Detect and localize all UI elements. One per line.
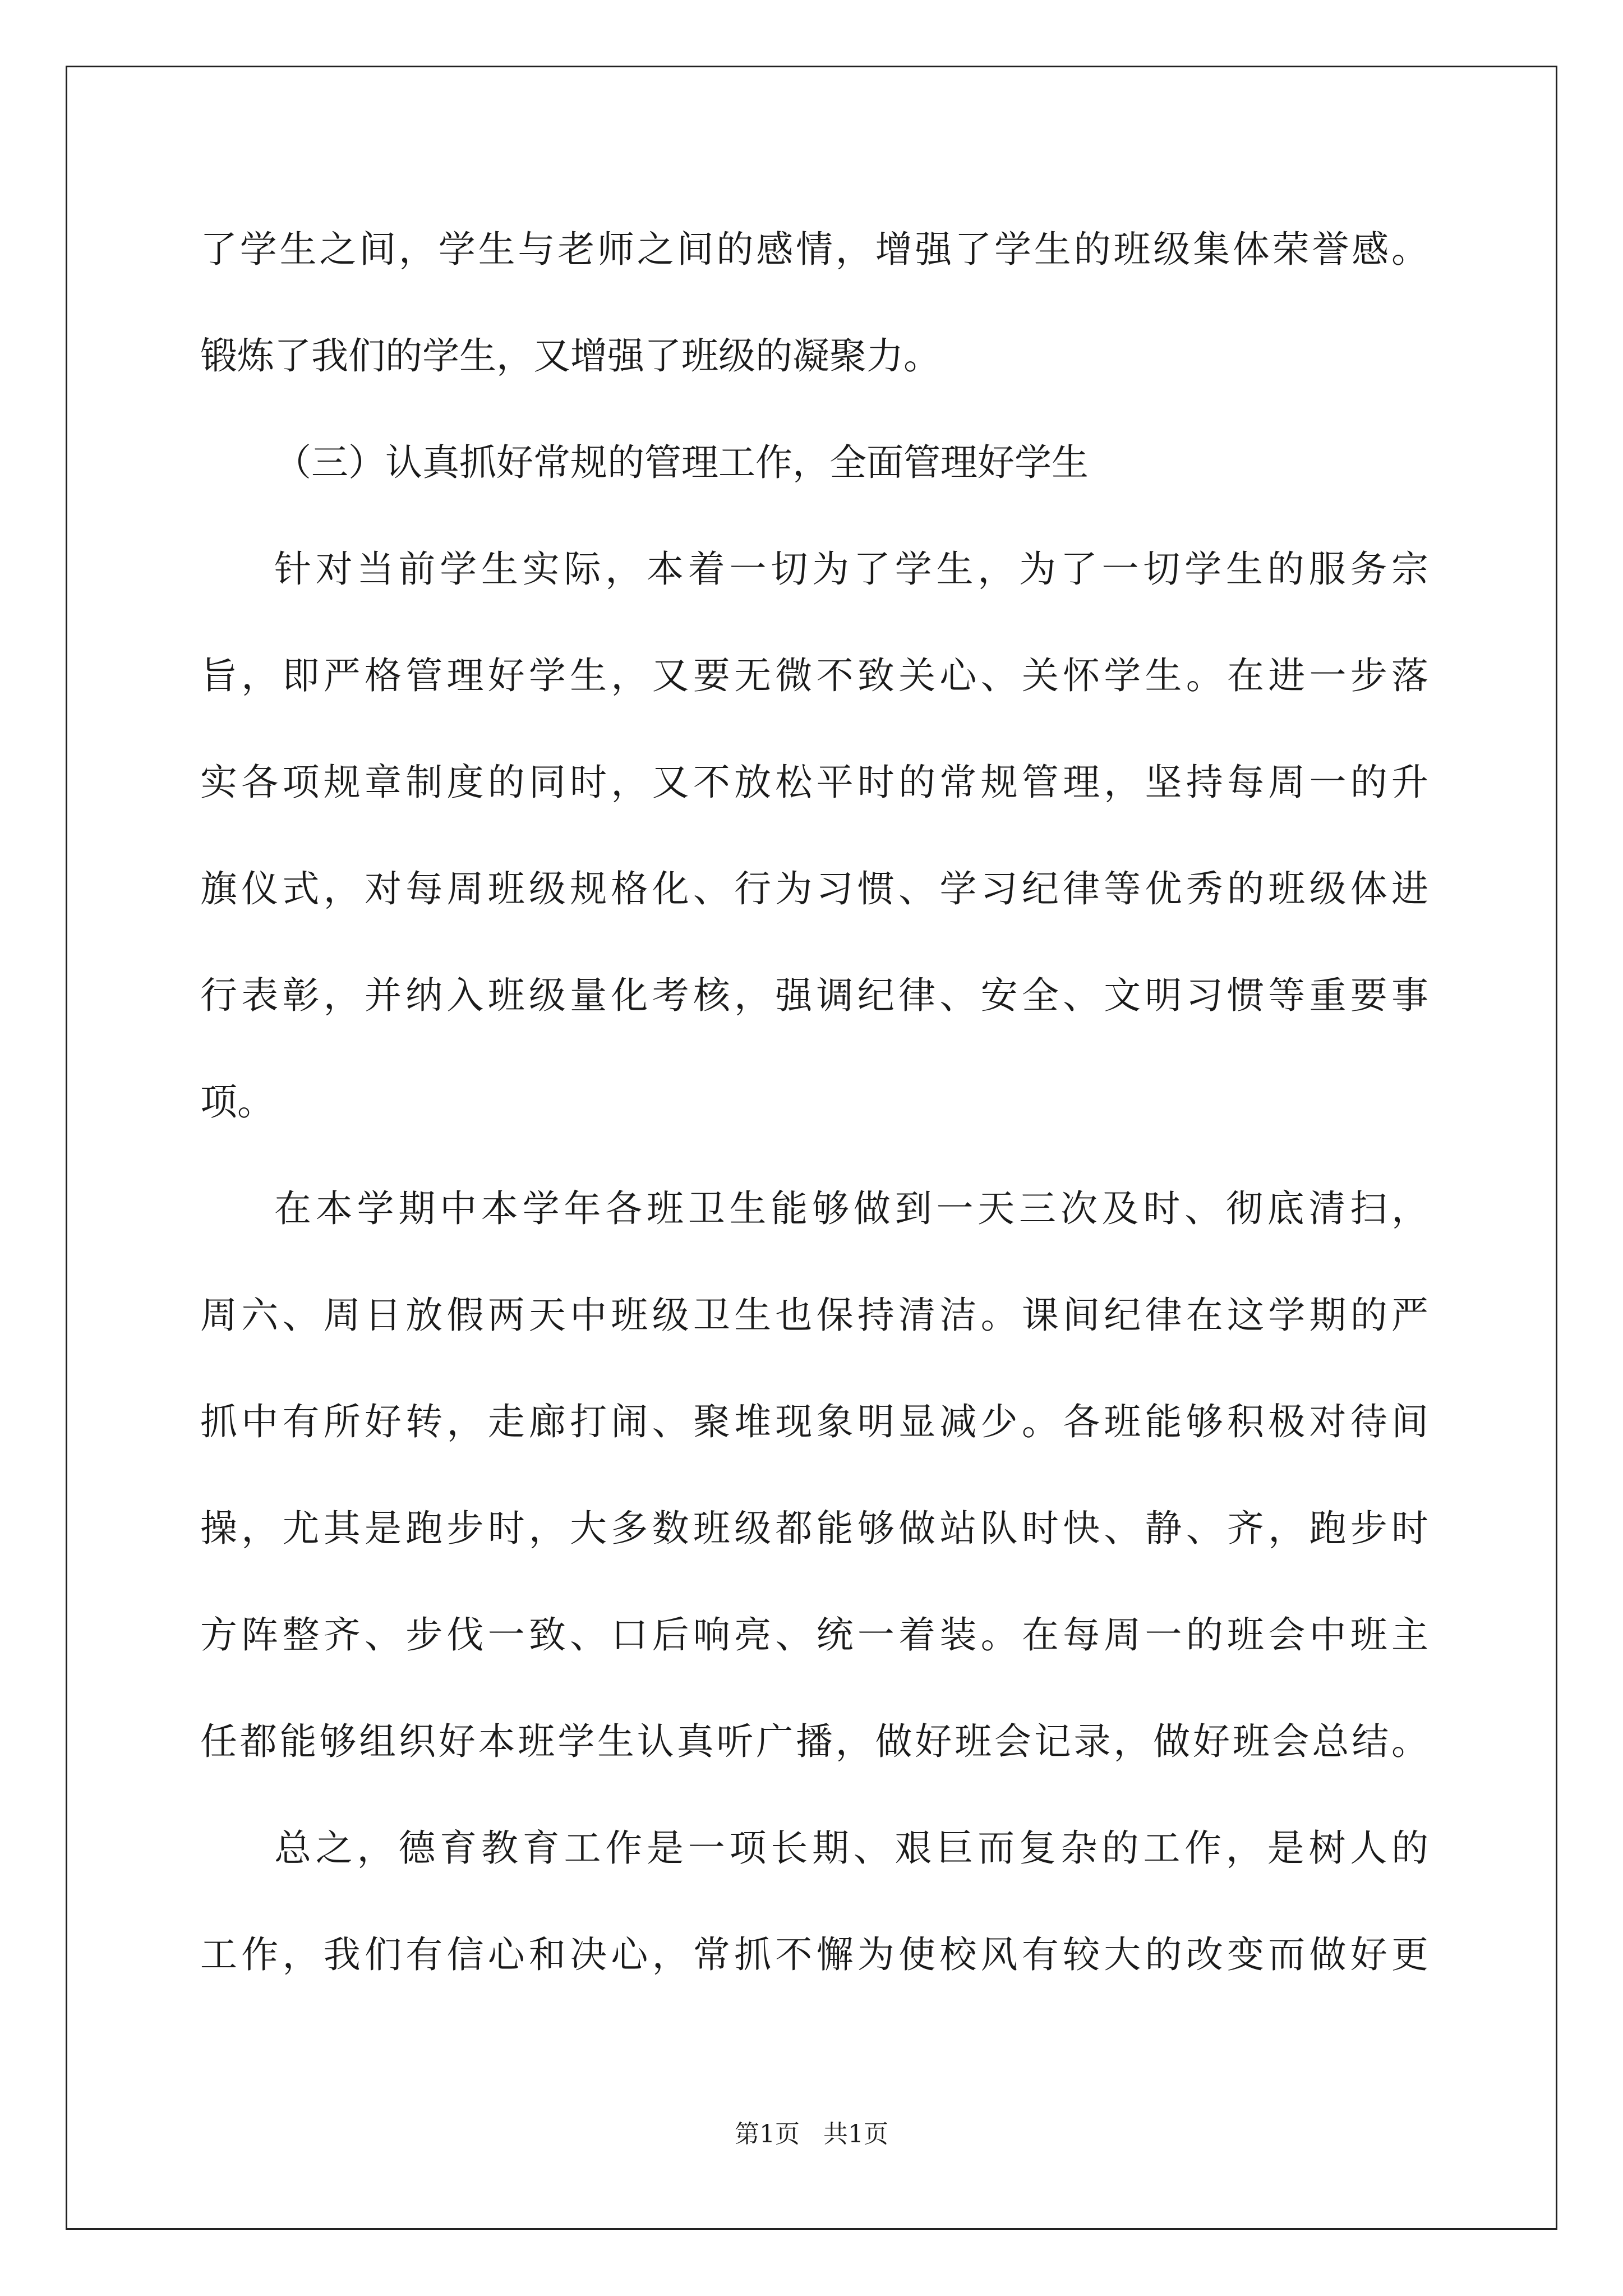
section-heading: （三）认真抓好常规的管理工作，全面管理好学生: [274, 441, 1089, 484]
text-line: 抓中有所好转，走廊打闹、聚堆现象明显减少。各班能够积极对待间: [200, 1400, 1428, 1443]
text-line: 了学生之间，学生与老师之间的感情，增强了学生的班级集体荣誉感。: [200, 228, 1428, 271]
page-total: 共1页: [823, 2120, 888, 2148]
text-line: 工作，我们有信心和决心，常抓不懈为使校风有较大的改变而做好更: [200, 1933, 1428, 1976]
text-line: 周六、周日放假两天中班级卫生也保持清洁。课间纪律在这学期的严: [200, 1294, 1428, 1337]
text-line: 操，尤其是跑步时，大多数班级都能够做站队时快、静、齐，跑步时: [200, 1507, 1428, 1550]
text-line: 方阵整齐、步伐一致、口后响亮、统一着装。在每周一的班会中班主: [200, 1613, 1428, 1657]
text-line: 旗仪式，对每周班级规格化、行为习惯、学习纪律等优秀的班级体进: [200, 867, 1428, 910]
text-line: 行表彰，并纳入班级量化考核，强调纪律、安全、文明习惯等重要事: [200, 974, 1428, 1017]
text-line: 任都能够组织好本班学生认真听广播，做好班会记录，做好班会总结。: [200, 1720, 1428, 1763]
document-body: [200, 196, 1428, 2008]
text-line: 针对当前学生实际，本着一切为了学生，为了一切学生的服务宗: [274, 547, 1428, 591]
text-line: 实各项规章制度的同时，又不放松平时的常规管理，坚持每周一的升: [200, 761, 1428, 804]
footer-spacer: [800, 2120, 823, 2148]
text-line: 在本学期中本学年各班卫生能够做到一天三次及时、彻底清扫，: [274, 1187, 1428, 1230]
page-number: 第1页: [735, 2120, 800, 2148]
text-line: 旨，即严格管理好学生，又要无微不致关心、关怀学生。在进一步落: [200, 654, 1428, 697]
text-line: 项。: [200, 1080, 274, 1124]
text-line: 锻炼了我们的学生，又增强了班级的凝聚力。: [200, 334, 940, 378]
page-footer: [0, 2118, 1623, 2151]
text-line: 总之，德育教育工作是一项长期、艰巨而复杂的工作，是树人的: [274, 1826, 1428, 1870]
